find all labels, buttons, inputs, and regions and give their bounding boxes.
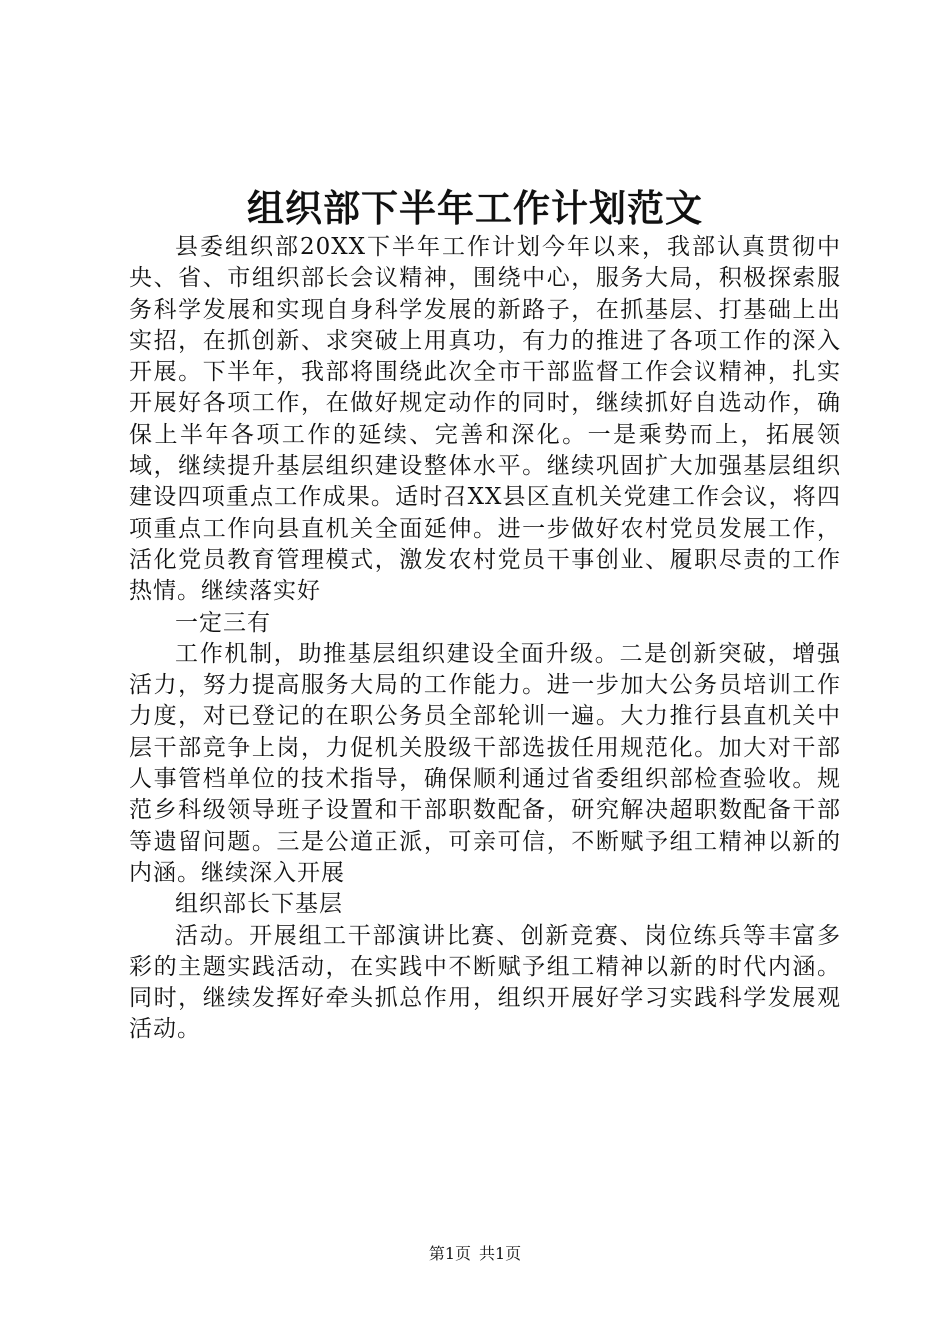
paragraph-2: 一定三有: [175, 609, 271, 636]
paragraph-3: 工作机制，助推基层组织建设全面升级。二是创新突破，增强活力，努力提高服务大局的工作能力。进一步加大公务员培训工作力度，对已登记的在职公务员全部轮训一遍。大力推行县直机关中层干部竞争上岗，力促机关股级干部选拔任用规范化。加大对干部人事管档单位的技术指导，确保顺利通过省委组织部检查验收。规范乡科级领导班子设置和干部职数配备，研究解决超职数配备干部等遗留问题。三是公道正派，可亲可信，不断赋予组工精神以新的内涵。继续深入开展: [129, 640, 841, 886]
page-number-total: 共1页: [479, 1244, 522, 1263]
paragraph-5: 活动。开展组工干部演讲比赛、创新竞赛、岗位练兵等丰富多彩的主题实践活动，在实践中不断赋予组工精神以新的时代内涵。同时，继续发挥好牵头抓总作用，组织开展好学习实践科学发展观活动。: [129, 922, 841, 1043]
document-title: 组织部下半年工作计划范文: [247, 186, 703, 230]
paragraph-4: 组织部长下基层: [175, 891, 343, 918]
page-number-current: 第1页: [428, 1244, 471, 1263]
document-body: [129, 232, 841, 1046]
page-footer: [0, 1242, 950, 1266]
paragraph-1: 县委组织部20XX下半年工作计划今年以来，我部认真贯彻中央、省、市组织部长会议精神，围绕中心，服务大局，积极探索服务科学发展和实现自身科学发展的新路子，在抓基层、打基础上出实招，在抓创新、求突破上用真功，有力的推进了各项工作的深入开展。下半年，我部将围绕此次全市干部监督工作会议精神，扎实开展好各项工作，在做好规定动作的同时，继续抓好自选动作，确保上半年各项工作的延续、完善和深化。一是乘势而上，拓展领域，继续提升基层组织建设整体水平。继续巩固扩大加强基层组织建设四项重点工作成果。适时召XX县区直机关党建工作会议，将四项重点工作向县直机关全面延伸。进一步做好农村党员发展工作，活化党员教育管理模式，激发农村党员干事创业、履职尽责的工作热情。继续落实好: [129, 234, 841, 605]
